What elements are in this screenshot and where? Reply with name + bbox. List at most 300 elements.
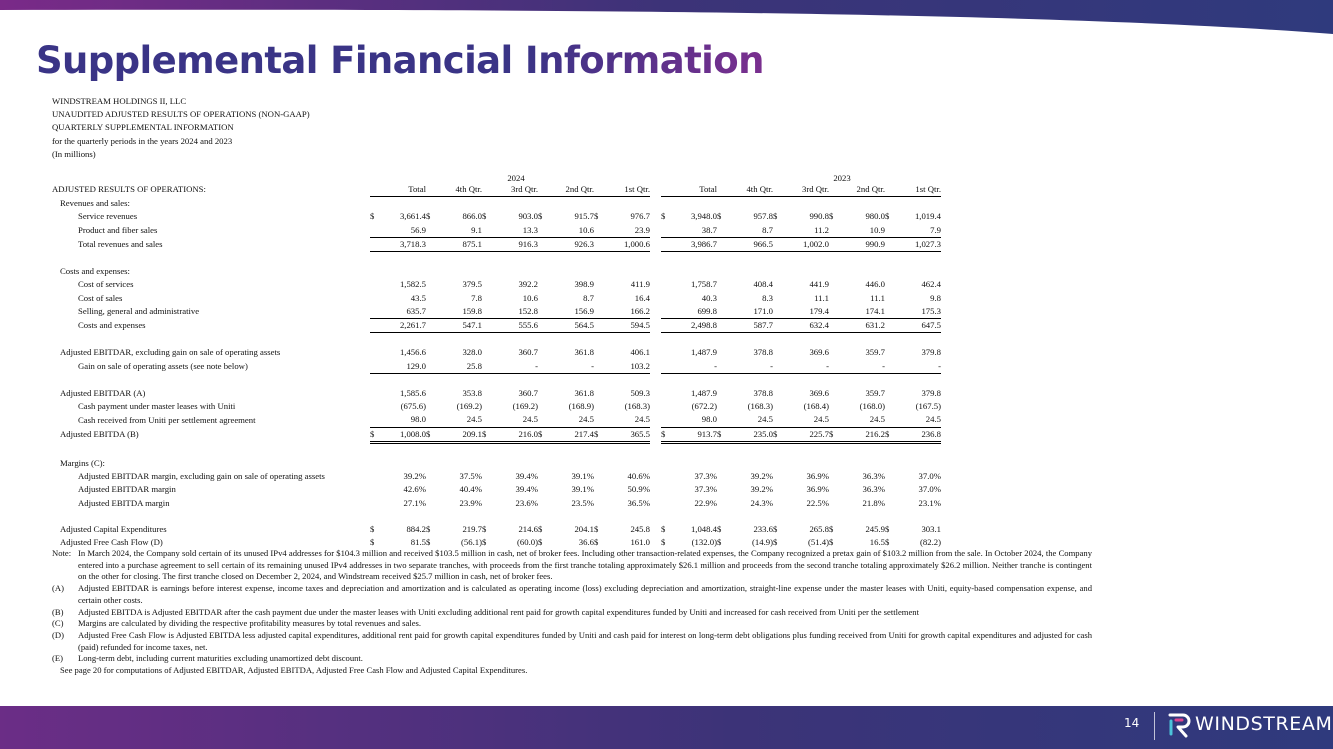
currency-cell bbox=[829, 483, 838, 496]
value-cell: 22.9% bbox=[694, 497, 717, 508]
currency-cell bbox=[885, 470, 894, 483]
value-cell bbox=[379, 265, 426, 278]
currency-cell: $ bbox=[370, 537, 375, 548]
currency-cell bbox=[538, 197, 547, 211]
currency-cell bbox=[538, 470, 547, 483]
value-cell: 3,661.4 bbox=[399, 211, 426, 222]
value-cell: 8.7 bbox=[726, 224, 773, 238]
currency-cell bbox=[538, 413, 547, 427]
value-cell bbox=[894, 457, 941, 470]
table-row bbox=[52, 470, 941, 483]
value-cell: - bbox=[670, 360, 717, 374]
year-gap bbox=[650, 413, 661, 427]
currency-cell bbox=[717, 387, 726, 400]
page-title bbox=[36, 36, 764, 86]
currency-cell bbox=[885, 413, 894, 427]
value-cell: (675.6) bbox=[400, 401, 426, 412]
currency-cell bbox=[885, 319, 894, 333]
value-cell bbox=[379, 457, 426, 470]
currency-cell: $ bbox=[482, 427, 491, 442]
table-row bbox=[52, 278, 941, 291]
currency-cell bbox=[885, 237, 894, 251]
value-cell: 40.3 bbox=[701, 292, 717, 303]
value-cell: - bbox=[491, 360, 538, 374]
currency-cell: $ bbox=[426, 523, 431, 534]
value-cell: 378.8 bbox=[753, 387, 773, 398]
currency-cell bbox=[594, 278, 603, 291]
currency-cell bbox=[773, 346, 782, 359]
value-cell: 631.2 bbox=[838, 319, 885, 333]
value-cell: 23.5% bbox=[571, 497, 594, 508]
column-header: 4th Qtr. bbox=[435, 183, 482, 197]
column-header: 1st Qtr. bbox=[894, 183, 941, 197]
currency-cell bbox=[482, 387, 491, 400]
currency-cell bbox=[370, 360, 379, 374]
table-row bbox=[52, 346, 941, 359]
currency-cell bbox=[829, 360, 838, 374]
currency-cell bbox=[370, 278, 379, 291]
currency-cell bbox=[885, 305, 894, 319]
currency-cell bbox=[661, 360, 670, 374]
currency-cell bbox=[426, 400, 435, 413]
currency-cell bbox=[594, 319, 603, 333]
value-cell: 446.0 bbox=[865, 279, 885, 290]
currency-cell bbox=[885, 346, 894, 359]
currency-cell bbox=[885, 224, 894, 238]
value-cell: (82.2) bbox=[920, 537, 941, 548]
currency-cell bbox=[538, 278, 547, 291]
value-cell: 10.9 bbox=[838, 224, 885, 238]
currency-cell bbox=[482, 265, 491, 278]
currency-cell bbox=[538, 305, 547, 319]
currency-cell bbox=[829, 346, 838, 359]
value-cell: (56.1) bbox=[461, 537, 482, 548]
value-cell: - bbox=[547, 360, 594, 374]
value-cell: 976.7 bbox=[630, 211, 650, 222]
currency-cell bbox=[661, 292, 670, 305]
currency-cell bbox=[370, 400, 379, 413]
value-cell: 23.6% bbox=[515, 497, 538, 508]
table-row bbox=[52, 400, 941, 413]
value-cell bbox=[726, 197, 773, 211]
table-row bbox=[52, 457, 941, 470]
currency-cell bbox=[829, 265, 838, 278]
value-cell: 359.7 bbox=[865, 347, 885, 358]
value-cell: 24.5 bbox=[634, 414, 650, 425]
currency-cell: $ bbox=[661, 523, 666, 534]
currency-cell bbox=[426, 497, 435, 510]
currency-cell: $ bbox=[773, 523, 778, 534]
row-label: Cash payment under master leases with Uniti bbox=[78, 401, 236, 412]
currency-cell bbox=[538, 319, 547, 333]
value-cell: 379.8 bbox=[921, 347, 941, 358]
value-cell: 235.0 bbox=[726, 427, 773, 442]
header-report-subtitle: QUARTERLY SUPPLEMENTAL INFORMATION bbox=[52, 122, 234, 133]
currency-cell bbox=[829, 292, 838, 305]
currency-cell: $ bbox=[370, 523, 375, 534]
currency-cell bbox=[538, 457, 547, 470]
value-cell: 1,585.6 bbox=[399, 387, 426, 398]
value-cell: 23.9% bbox=[459, 497, 482, 508]
currency-cell bbox=[370, 305, 379, 319]
currency-cell bbox=[538, 497, 547, 510]
value-cell: 39.2% bbox=[750, 484, 773, 495]
year-gap bbox=[650, 400, 661, 413]
currency-cell bbox=[594, 360, 603, 374]
currency-cell bbox=[717, 305, 726, 319]
currency-cell bbox=[538, 400, 547, 413]
value-cell: 406.1 bbox=[630, 347, 650, 358]
currency-cell bbox=[370, 470, 379, 483]
currency-cell: $ bbox=[773, 427, 782, 442]
column-header: 3rd Qtr. bbox=[491, 183, 538, 197]
value-cell: (14.9) bbox=[752, 537, 773, 548]
currency-cell bbox=[370, 457, 379, 470]
value-cell: 171.0 bbox=[726, 305, 773, 319]
value-cell: (132.0) bbox=[691, 537, 717, 548]
currency-cell bbox=[661, 224, 670, 238]
currency-cell: $ bbox=[370, 211, 375, 222]
column-header-pad bbox=[370, 183, 379, 197]
currency-cell bbox=[370, 292, 379, 305]
currency-cell bbox=[594, 237, 603, 251]
value-cell: - bbox=[838, 360, 885, 374]
value-cell: 37.5% bbox=[459, 471, 482, 482]
value-cell: 635.7 bbox=[379, 305, 426, 319]
currency-cell: $ bbox=[538, 537, 543, 548]
value-cell: (672.2) bbox=[691, 401, 717, 412]
currency-cell: $ bbox=[717, 537, 722, 548]
currency-cell: $ bbox=[482, 537, 487, 548]
spacer-row bbox=[52, 510, 941, 523]
value-cell bbox=[547, 197, 594, 211]
column-header-pad bbox=[594, 183, 603, 197]
currency-cell bbox=[426, 387, 435, 400]
currency-cell bbox=[829, 237, 838, 251]
footnote-text: In March 2024, the Company sold certain of its unused IPv4 addresses for $104.3 million and received $103.5 million in cash, net of broker fees. Including other transaction-related expenses, the Company recognized a pretax gain of $103.2 million from the sale. In October 2024, the Company entered into a purchase agreement to sell certain of its remaining unused IPv4 addresses in two separate tranches, with proceeds from the first tranche totaling approximately $26.1 million and proceeds from the second tranche totaling approximately $26.2 million. Neither tranche is contingent on the other for closing. The first tranche closed on December 2, 2024, and Windstream received $25.7 million in cash, net of broker fees. bbox=[78, 548, 1092, 582]
value-cell: 22.5% bbox=[806, 497, 829, 508]
currency-cell bbox=[426, 346, 435, 359]
value-cell: 37.3% bbox=[694, 471, 717, 482]
value-cell: 152.8 bbox=[491, 305, 538, 319]
footnote-text: Adjusted EBITDA is Adjusted EBITDAR after the cash payment due under the master leases with Uniti excluding additional rent paid for growth capital expenditures funded by Uniti and increased for cash received from Uniti per the settlement bbox=[78, 606, 919, 617]
currency-cell bbox=[717, 224, 726, 238]
currency-cell bbox=[717, 265, 726, 278]
currency-cell bbox=[426, 224, 435, 238]
value-cell bbox=[782, 265, 829, 278]
value-cell: 265.8 bbox=[809, 523, 829, 534]
header-units: (In millions) bbox=[52, 148, 96, 159]
currency-cell bbox=[773, 360, 782, 374]
currency-cell bbox=[594, 457, 603, 470]
report-header bbox=[52, 95, 310, 161]
currency-cell: $ bbox=[594, 537, 599, 548]
currency-cell bbox=[426, 413, 435, 427]
year-gap bbox=[650, 360, 661, 374]
currency-cell: $ bbox=[717, 427, 726, 442]
currency-cell: $ bbox=[829, 523, 834, 534]
currency-cell bbox=[482, 278, 491, 291]
year-2024-heading: 2024 bbox=[507, 173, 525, 183]
currency-cell: $ bbox=[885, 523, 890, 534]
value-cell: 957.8 bbox=[753, 211, 773, 222]
value-cell: 587.7 bbox=[726, 319, 773, 333]
value-cell: 161.0 bbox=[630, 537, 650, 548]
header-report-type: UNAUDITED ADJUSTED RESULTS OF OPERATIONS (NON-GAAP) bbox=[52, 109, 310, 120]
currency-cell bbox=[717, 360, 726, 374]
value-cell: 21.8% bbox=[862, 497, 885, 508]
currency-cell bbox=[773, 400, 782, 413]
value-cell: 398.9 bbox=[574, 279, 594, 290]
value-cell: 7.9 bbox=[894, 224, 941, 238]
value-cell: 369.6 bbox=[809, 387, 829, 398]
value-cell bbox=[782, 197, 829, 211]
currency-cell bbox=[829, 413, 838, 427]
column-header: 3rd Qtr. bbox=[782, 183, 829, 197]
value-cell: 2,261.7 bbox=[379, 319, 426, 333]
value-cell: 42.6% bbox=[403, 484, 426, 495]
currency-cell bbox=[482, 470, 491, 483]
value-cell: 9.8 bbox=[930, 292, 941, 303]
value-cell: 37.3% bbox=[694, 484, 717, 495]
currency-cell bbox=[594, 400, 603, 413]
currency-cell bbox=[773, 237, 782, 251]
row-label: Revenues and sales: bbox=[60, 197, 130, 208]
value-cell bbox=[726, 457, 773, 470]
currency-cell bbox=[661, 497, 670, 510]
value-cell: 555.6 bbox=[491, 319, 538, 333]
value-cell bbox=[603, 457, 650, 470]
currency-cell bbox=[538, 360, 547, 374]
row-label: Cost of sales bbox=[78, 292, 123, 303]
value-cell: 966.5 bbox=[726, 237, 773, 251]
currency-cell bbox=[661, 265, 670, 278]
footnote-e bbox=[52, 653, 1092, 665]
value-cell: 40.6% bbox=[627, 471, 650, 482]
value-cell: (168.0) bbox=[859, 401, 885, 412]
currency-cell bbox=[482, 292, 491, 305]
value-cell: 156.9 bbox=[547, 305, 594, 319]
currency-cell bbox=[482, 224, 491, 238]
table-row bbox=[52, 305, 941, 319]
row-label: Adjusted EBITDAR (A) bbox=[60, 387, 146, 398]
currency-cell: $ bbox=[717, 523, 722, 534]
currency-cell bbox=[829, 457, 838, 470]
currency-cell bbox=[594, 413, 603, 427]
currency-cell bbox=[426, 483, 435, 496]
row-label: Adjusted EBITDAR margin bbox=[78, 484, 176, 495]
value-cell: (169.2) bbox=[456, 401, 482, 412]
value-cell: (168.4) bbox=[803, 401, 829, 412]
value-cell: 216.0 bbox=[491, 427, 538, 442]
value-cell: 359.7 bbox=[865, 387, 885, 398]
currency-cell bbox=[661, 197, 670, 211]
value-cell: 378.8 bbox=[753, 347, 773, 358]
value-cell: (168.3) bbox=[747, 401, 773, 412]
table-row bbox=[52, 427, 941, 442]
windstream-logo-text: WINDSTREAM bbox=[1195, 713, 1333, 735]
year-gap bbox=[650, 237, 661, 251]
page-title-accent: Information bbox=[524, 39, 764, 82]
value-cell: 24.5 bbox=[757, 414, 773, 425]
value-cell: 16.4 bbox=[634, 292, 650, 303]
column-header-pad bbox=[829, 183, 838, 197]
value-cell: 1,048.4 bbox=[690, 523, 717, 534]
footer-divider bbox=[1154, 712, 1155, 740]
currency-cell bbox=[594, 387, 603, 400]
currency-cell bbox=[885, 265, 894, 278]
footnote-key: (D) bbox=[52, 629, 64, 640]
value-cell: 39.1% bbox=[571, 471, 594, 482]
value-cell: 37.0% bbox=[918, 484, 941, 495]
value-cell: 24.5 bbox=[522, 414, 538, 425]
row-label: Selling, general and administrative bbox=[78, 306, 200, 317]
value-cell: 36.3% bbox=[862, 484, 885, 495]
value-cell: 8.7 bbox=[583, 292, 594, 303]
currency-cell: $ bbox=[773, 537, 778, 548]
currency-cell bbox=[482, 346, 491, 359]
value-cell: 216.2 bbox=[838, 427, 885, 442]
page-title-main: Supplemental Financial bbox=[36, 39, 525, 82]
footnote-key: (E) bbox=[52, 653, 63, 664]
value-cell bbox=[491, 265, 538, 278]
column-header: Total bbox=[670, 183, 717, 197]
year-gap bbox=[650, 346, 661, 359]
year-gap bbox=[650, 319, 661, 333]
value-cell: 39.1% bbox=[571, 484, 594, 495]
currency-cell bbox=[885, 400, 894, 413]
currency-cell bbox=[885, 387, 894, 400]
currency-cell bbox=[717, 497, 726, 510]
currency-cell bbox=[426, 305, 435, 319]
header-period: for the quarterly periods in the years 2024 and 2023 bbox=[52, 135, 233, 146]
currency-cell bbox=[773, 292, 782, 305]
value-cell: 1,019.4 bbox=[914, 211, 941, 222]
currency-cell bbox=[594, 497, 603, 510]
value-cell: 369.6 bbox=[809, 347, 829, 358]
value-cell: 56.9 bbox=[379, 224, 426, 238]
currency-cell bbox=[594, 346, 603, 359]
value-cell: 875.1 bbox=[435, 237, 482, 251]
value-cell: 81.5 bbox=[410, 537, 426, 548]
spacer-row bbox=[52, 333, 941, 347]
currency-cell bbox=[594, 470, 603, 483]
currency-cell bbox=[370, 319, 379, 333]
currency-cell bbox=[370, 497, 379, 510]
value-cell: 36.6 bbox=[578, 537, 594, 548]
spacer-row bbox=[52, 252, 941, 266]
currency-cell bbox=[717, 400, 726, 413]
value-cell: 915.7 bbox=[574, 211, 594, 222]
value-cell bbox=[491, 197, 538, 211]
value-cell: 245.8 bbox=[630, 523, 650, 534]
currency-cell bbox=[829, 278, 838, 291]
currency-cell bbox=[717, 413, 726, 427]
currency-cell bbox=[773, 265, 782, 278]
value-cell: 39.2% bbox=[403, 471, 426, 482]
spacer-cell bbox=[52, 510, 941, 523]
currency-cell bbox=[773, 457, 782, 470]
value-cell: 39.4% bbox=[515, 484, 538, 495]
currency-cell bbox=[661, 278, 670, 291]
currency-cell bbox=[426, 457, 435, 470]
value-cell: 24.5 bbox=[869, 414, 885, 425]
currency-cell bbox=[482, 360, 491, 374]
currency-cell bbox=[482, 457, 491, 470]
currency-cell bbox=[661, 387, 670, 400]
value-cell: 103.2 bbox=[603, 360, 650, 374]
value-cell bbox=[782, 457, 829, 470]
value-cell bbox=[435, 197, 482, 211]
column-header: Total bbox=[379, 183, 426, 197]
currency-cell bbox=[885, 457, 894, 470]
value-cell: 225.7 bbox=[782, 427, 829, 442]
value-cell: 175.3 bbox=[894, 305, 941, 319]
footnote-d bbox=[52, 630, 1092, 653]
value-cell: 990.9 bbox=[838, 237, 885, 251]
currency-cell bbox=[885, 278, 894, 291]
value-cell: 98.0 bbox=[410, 414, 426, 425]
currency-cell bbox=[661, 319, 670, 333]
table-row bbox=[52, 413, 941, 427]
column-header-row bbox=[52, 183, 941, 197]
value-cell: 1,008.0 bbox=[379, 427, 426, 442]
value-cell: 36.9% bbox=[806, 471, 829, 482]
value-cell bbox=[670, 265, 717, 278]
table-row bbox=[52, 265, 941, 278]
value-cell: 11.1 bbox=[870, 292, 885, 303]
value-cell: 361.8 bbox=[574, 387, 594, 398]
currency-cell bbox=[482, 483, 491, 496]
year-gap bbox=[650, 278, 661, 291]
value-cell: - bbox=[726, 360, 773, 374]
currency-cell bbox=[594, 224, 603, 238]
value-cell: 1,002.0 bbox=[782, 237, 829, 251]
currency-cell bbox=[482, 413, 491, 427]
value-cell: 594.5 bbox=[603, 319, 650, 333]
footnote-key: (B) bbox=[52, 606, 64, 617]
currency-cell bbox=[661, 305, 670, 319]
currency-cell bbox=[829, 497, 838, 510]
currency-cell bbox=[885, 497, 894, 510]
year-gap bbox=[650, 523, 661, 536]
value-cell: 866.0 bbox=[462, 211, 482, 222]
table-row bbox=[52, 292, 941, 305]
value-cell bbox=[838, 265, 885, 278]
value-cell: 159.8 bbox=[435, 305, 482, 319]
currency-cell bbox=[773, 319, 782, 333]
currency-cell bbox=[594, 483, 603, 496]
value-cell: 360.7 bbox=[518, 347, 538, 358]
currency-cell bbox=[538, 265, 547, 278]
value-cell: (60.0) bbox=[517, 537, 538, 548]
value-cell: 23.9 bbox=[603, 224, 650, 238]
value-cell bbox=[435, 265, 482, 278]
value-cell: 361.8 bbox=[574, 347, 594, 358]
column-header: 2nd Qtr. bbox=[838, 183, 885, 197]
value-cell: 411.9 bbox=[630, 279, 650, 290]
currency-cell: $ bbox=[661, 427, 670, 442]
value-cell: 980.0 bbox=[865, 211, 885, 222]
value-cell bbox=[894, 265, 941, 278]
value-cell: 1,582.5 bbox=[399, 279, 426, 290]
currency-cell bbox=[885, 197, 894, 211]
value-cell: 903.0 bbox=[518, 211, 538, 222]
value-cell: 36.3% bbox=[862, 471, 885, 482]
currency-cell bbox=[829, 387, 838, 400]
value-cell: 392.2 bbox=[518, 279, 538, 290]
value-cell: 379.5 bbox=[462, 279, 482, 290]
